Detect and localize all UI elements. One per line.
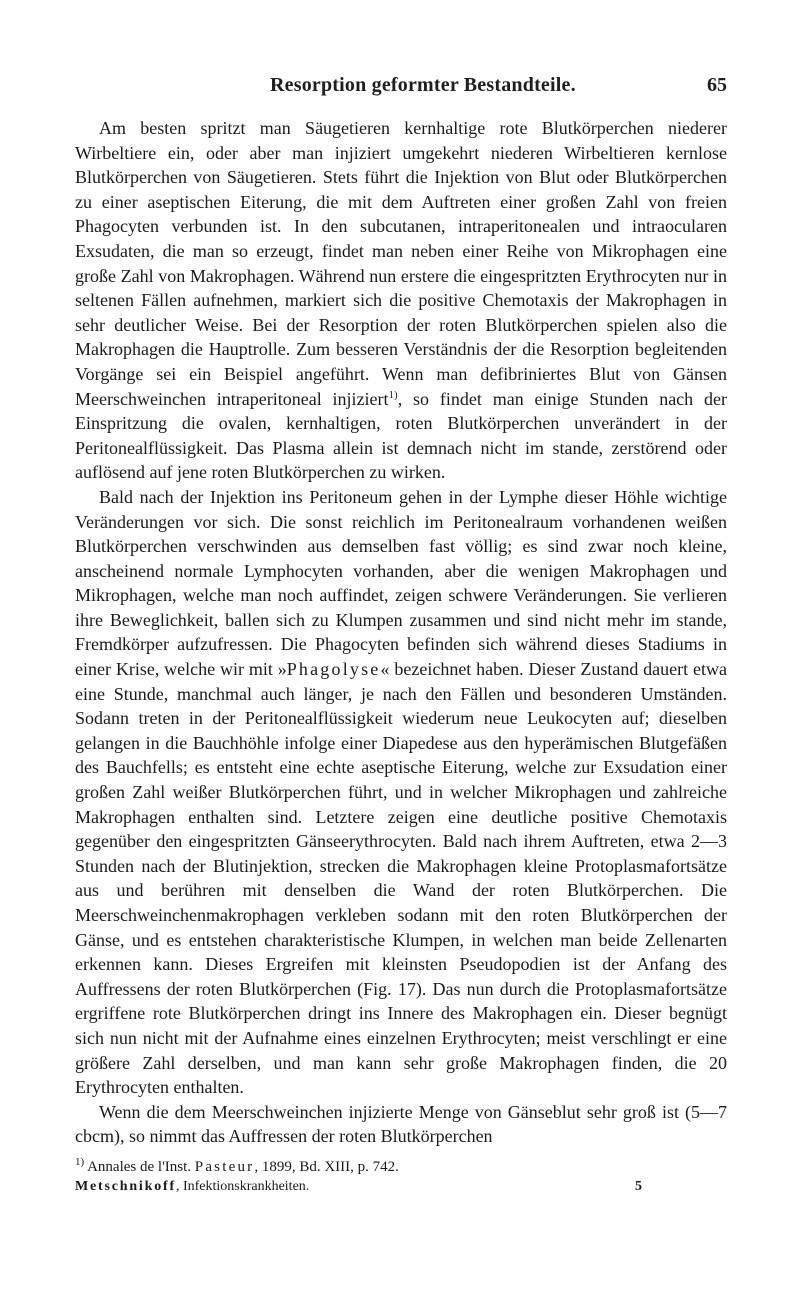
paragraph-2-text-a: Bald nach der Injektion ins Peritoneum gehen in der Lymphe dieser Höhle wichtige Veränderungen vor sich. Die sonst reichlich im Peritonealraum vorhandenen weißen Blutkörperchen verschwinden aus demselben fast völlig; es sind zwar noch kleine, anscheinend normale Lymphocyten vorhanden, aber die wenigen Makrophagen und Mikrophagen, welche man noch auffindet, zeigen schwere Veränderungen. Sie verlieren ihre Beweglichkeit, ballen sich zu Klumpen zusammen und sind nicht mehr im stande, Fremdkörper aufzufressen. Die Phagocyten befinden sich während dieses Stadiums in einer Krise, welche wir mit » [75,486,727,680]
signature-line [75,1177,727,1197]
paragraph-3 [75,1100,727,1149]
signature-author [75,1177,309,1197]
running-header [75,72,727,104]
paragraph-3-text: Wenn die dem Meerschweinchen injizierte Menge von Gänseblut sehr groß ist (5—7 cbcm), so nimmt das Auffressen der roten Blutkörperchen [75,1101,727,1147]
footnote-marker: 1) [75,1155,85,1168]
footnote-text-a: Annales de l'Inst. [84,1158,195,1175]
footnote-1 [75,1157,727,1177]
term-phagolyse: Phagolyse [286,659,381,680]
footnote-text-b: , 1899, Bd. XIII, p. 742. [254,1158,399,1175]
book-page [75,72,727,1197]
page-number: 65 [707,74,727,96]
paragraph-2-text-b: « bezeichnet haben. Dieser Zustand dauert etwa eine Stunde, manchmal auch länger, je nach den Fällen und besonderen Umständen. Sodann treten in der Peritonealflüssigkeit wiederum neue Leukocyten auf; dieselben gelangen in die Bauchhöhle infolge einer Diapedese aus den hyperämischen Blutgefäßen des Bauchfells; es entsteht eine echte aseptische Eiterung, welche zur Exsudation einer großen Zahl weißer Blutkörperchen führt, und in welcher Mikrophagen und zahlreiche Makrophagen enthalten sind. Letztere zeigen eine deutliche positive Chemotaxis gegenüber den eingespritzten Gänseerythrocyten. Bald nach ihrem Auftreten, etwa 2—3 Stunden nach der Blutinjektion, strecken die Makrophagen kleine Protoplasmafortsätze aus und berühren mit denselben die Wand der roten Blutkörperchen. Die Meerschweinchenmakrophagen verkleben sodann mit den roten Blutkörperchen der Gänse, und es entstehen charakteristische Klumpen, in welchen man beide Zellenarten erkennen kann. Dieses Ergreifen mit kleinsten Pseudopodien ist der Anfang des Auffressens der roten Blutkörperchen (Fig. 17). Das nun durch die Protoplasmafortsätze ergriffene rote Blutkörperchen dringt ins Innere des Makrophagen ein. Dieser begnügt sich nun nicht mit der Aufnahme eines einzelnen Erythrocyten; meist verschlingt er eine größere Zahl derselben, und man kann sehr große Makrophagen finden, die 20 Erythrocyten enthalten. [75,659,727,1098]
paragraph-1-text-a: Am besten spritzt man Säugetieren kernhaltige rote Blutkörperchen niederer Wirbeltiere ein, oder aber man injiziert umgekehrt niederen Wirbeltieren kernlose Blutkörperchen von Säugetieren. Stets führt die Injektion von Blut oder Blutkörperchen zu einer aseptischen Eiterung, die mit dem Auftreten einer großen Zahl von freien Phagocyten verbunden ist. In den subcutanen, intraperitonealen und intraocularen Exsudaten, die man so erzeugt, findet man neben einer Reihe von Mikrophagen eine große Zahl von Makrophagen. Während nun erstere die eingespritzten Erythrocyten nur in seltenen Fällen aufnehmen, markiert sich die positive Chemotaxis der Makrophagen in sehr deutlicher Weise. Bei der Resorption der roten Blutkörperchen spielen also die Makrophagen die Hauptrolle. Zum besseren Verständnis der die Resorption begleitenden Vorgänge sei ein Beispiel angeführt. Wenn man defibriniertes Blut von Gänsen Meerschweinchen intraperitoneal injiziert [75,118,727,409]
sheet-signature: 5 [635,1178,642,1194]
paragraph-2 [75,485,727,1100]
signature-author-name: Metschnikoff [75,1178,176,1194]
footnotes [75,1157,727,1197]
footnote-reference: 1) [388,388,398,401]
running-title: Resorption geformter Bestandteile. [270,74,576,96]
signature-work: , Infektionskrankheiten. [175,1178,310,1194]
paragraph-1-text-b: , so findet man einige Stunden nach der Einspritzung die ovalen, kernhaltigen, roten Blutkörperchen unverändert in der Peritonealflüssigkeit. Das Plasma allein ist demnach nicht im stande, zerstörend oder auflösend auf jene roten Blutkörperchen zu wirken. [75,388,727,483]
footnote-text-spaced: Pasteur [194,1158,255,1175]
paragraph-1 [75,116,727,485]
body-text [75,116,727,1149]
